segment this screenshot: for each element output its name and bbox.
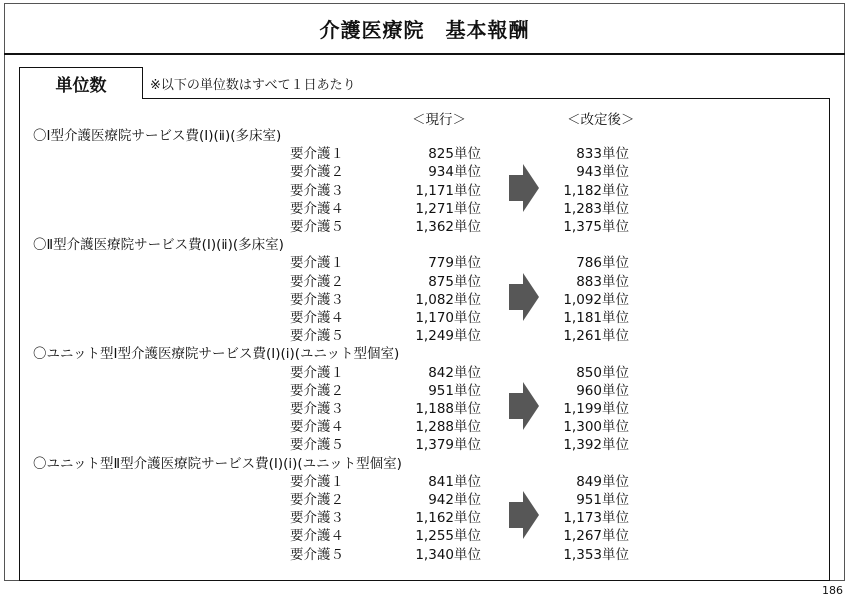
care-level-label: 要介護１ <box>290 146 344 163</box>
care-level-label: 要介護３ <box>290 291 344 308</box>
care-level-label: 要介護４ <box>290 310 344 326</box>
current-units-value: 1,362単位 <box>415 219 481 235</box>
current-units-value: 951単位 <box>428 382 481 399</box>
section-title: 〇ユニット型Ⅰ型介護医療院サービス費(Ⅰ)(ⅰ)(ユニット型個室) <box>33 346 400 363</box>
care-level-label: 要介護４ <box>290 419 344 436</box>
care-level-label: 要介護５ <box>290 328 344 345</box>
page-number: 186 <box>822 584 843 597</box>
title-bar <box>4 3 845 55</box>
care-level-label: 要介護４ <box>290 528 344 545</box>
revised-units-value: 1,181単位 <box>563 310 629 326</box>
units-tab-label: 単位数 <box>19 67 143 99</box>
column-header-revised: ＜改定後＞ <box>567 112 635 128</box>
current-units-value: 1,082単位 <box>415 291 481 308</box>
section-title: 〇Ⅱ型介護医療院サービス費(Ⅰ)(ⅱ)(多床室) <box>33 237 284 254</box>
revised-units-value: 943単位 <box>576 164 629 181</box>
right-arrow-icon <box>509 491 539 539</box>
page-title: 介護医療院 基本報酬 <box>319 17 530 42</box>
care-level-label: 要介護２ <box>290 382 344 399</box>
care-level-label: 要介護５ <box>290 219 344 235</box>
current-units-value: 1,170単位 <box>415 310 481 326</box>
current-units-value: 825単位 <box>428 146 481 163</box>
current-units-value: 841単位 <box>428 473 481 490</box>
revised-units-value: 1,199単位 <box>563 401 629 417</box>
care-level-label: 要介護３ <box>290 401 344 417</box>
right-arrow-icon <box>509 382 539 430</box>
current-units-value: 942単位 <box>428 492 481 508</box>
current-units-value: 1,271単位 <box>415 200 481 217</box>
revised-units-value: 850単位 <box>576 364 629 381</box>
revised-units-value: 1,300単位 <box>563 419 629 436</box>
revised-units-value: 1,173単位 <box>563 510 629 527</box>
revised-units-value: 951単位 <box>576 492 629 508</box>
care-level-label: 要介護１ <box>290 255 344 272</box>
care-level-label: 要介護５ <box>290 546 344 563</box>
section-title: 〇Ⅰ型介護医療院サービス費(Ⅰ)(ⅱ)(多床室) <box>33 128 282 144</box>
care-level-label: 要介護２ <box>290 273 344 290</box>
current-units-value: 1,379単位 <box>415 437 481 454</box>
care-level-label: 要介護１ <box>290 364 344 381</box>
right-arrow-icon <box>509 273 539 321</box>
revised-units-value: 1,353単位 <box>563 546 629 563</box>
revised-units-value: 1,375単位 <box>563 219 629 235</box>
current-units-value: 1,255単位 <box>415 528 481 545</box>
revised-units-value: 1,267単位 <box>563 528 629 545</box>
current-units-value: 1,340単位 <box>415 546 481 563</box>
current-units-value: 1,162単位 <box>415 510 481 527</box>
care-level-label: 要介護４ <box>290 200 344 217</box>
revised-units-value: 1,392単位 <box>563 437 629 454</box>
current-units-value: 1,188単位 <box>415 401 481 417</box>
current-units-value: 1,249単位 <box>415 328 481 345</box>
revised-units-value: 1,182単位 <box>563 182 629 199</box>
revised-units-value: 1,261単位 <box>563 328 629 345</box>
per-day-note: ※以下の単位数はすべて１日あたり <box>150 78 356 93</box>
revised-units-value: 1,092単位 <box>563 291 629 308</box>
section-title: 〇ユニット型Ⅱ型介護医療院サービス費(Ⅰ)(ⅰ)(ユニット型個室) <box>33 455 402 472</box>
column-header-current: ＜現行＞ <box>412 112 466 128</box>
revised-units-value: 960単位 <box>576 382 629 399</box>
current-units-value: 779単位 <box>428 255 481 272</box>
current-units-value: 934単位 <box>428 164 481 181</box>
care-level-label: 要介護３ <box>290 510 344 527</box>
care-level-label: 要介護３ <box>290 182 344 199</box>
revised-units-value: 786単位 <box>576 255 629 272</box>
care-level-label: 要介護５ <box>290 437 344 454</box>
revised-units-value: 833単位 <box>576 146 629 163</box>
care-level-label: 要介護２ <box>290 164 344 181</box>
current-units-value: 875単位 <box>428 273 481 290</box>
care-level-label: 要介護１ <box>290 473 344 490</box>
revised-units-value: 883単位 <box>576 273 629 290</box>
current-units-value: 842単位 <box>428 364 481 381</box>
right-arrow-icon <box>509 164 539 212</box>
care-level-label: 要介護２ <box>290 492 344 508</box>
current-units-value: 1,171単位 <box>415 182 481 199</box>
revised-units-value: 849単位 <box>576 473 629 490</box>
revised-units-value: 1,283単位 <box>563 200 629 217</box>
current-units-value: 1,288単位 <box>415 419 481 436</box>
